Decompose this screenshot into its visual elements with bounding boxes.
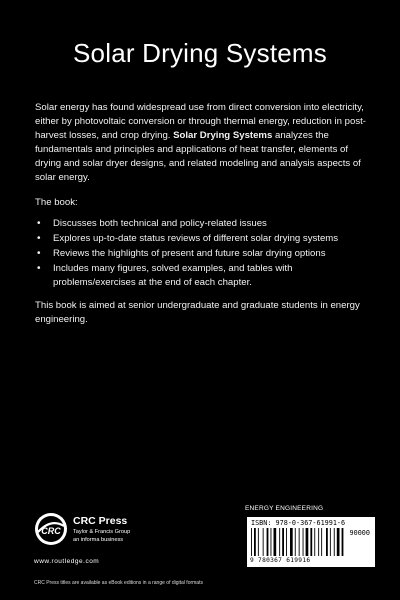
list-item bbox=[35, 232, 371, 246]
barcode-bar bbox=[334, 528, 335, 556]
list-item-text: Discusses both technical and policy-related issues bbox=[53, 218, 267, 229]
barcode-bar bbox=[258, 528, 259, 556]
barcode-bar bbox=[254, 528, 256, 556]
barcode-bar bbox=[310, 528, 312, 556]
crc-press-logo-icon bbox=[34, 512, 68, 546]
barcode-bar bbox=[306, 528, 309, 556]
list-item-text: Explores up-to-date status reviews of different solar drying systems bbox=[53, 233, 339, 244]
price-code: 90000 bbox=[349, 529, 370, 537]
barcode-bar bbox=[303, 528, 304, 556]
barcode bbox=[247, 517, 375, 567]
intro-bold-title: Solar Drying Systems bbox=[173, 130, 273, 141]
barcode-digits: 9 780367 619916 bbox=[250, 557, 311, 564]
intro-paragraph bbox=[35, 101, 371, 185]
publisher-website[interactable]: www.routledge.com bbox=[34, 558, 100, 565]
barcode-bar bbox=[295, 528, 296, 556]
ebook-note: CRC Press titles are available as eBook editions in a range of digital formats bbox=[34, 580, 203, 586]
barcode-bar bbox=[282, 528, 284, 556]
barcode-bar bbox=[314, 528, 315, 556]
barcode-bar bbox=[330, 528, 331, 556]
publisher-tagline: an informa business bbox=[73, 537, 124, 543]
intro-text-2: analyzes the fundamentals and principles and applications of heat transfer, elements of drying and solar dryer designs, and related modeling and analysis aspects of solar energy. bbox=[35, 130, 361, 183]
closing-paragraph: This book is aimed at senior undergraduate and graduate students in energy engineering. bbox=[35, 300, 360, 325]
publisher-name: CRC Press bbox=[73, 515, 128, 527]
bullet-icon: • bbox=[37, 218, 41, 229]
feature-list bbox=[35, 217, 371, 290]
list-item bbox=[35, 247, 371, 261]
logo-text: CRC bbox=[41, 526, 61, 536]
list-item bbox=[35, 262, 371, 290]
barcode-bar bbox=[337, 528, 340, 556]
barcode-bar bbox=[342, 528, 344, 556]
barcode-bar bbox=[321, 528, 322, 556]
barcode-bar bbox=[290, 528, 293, 556]
blurb bbox=[35, 101, 371, 338]
barcode-bar bbox=[299, 528, 300, 556]
barcode-bar bbox=[326, 528, 328, 556]
list-item-text: Reviews the highlights of present and future solar drying options bbox=[53, 248, 326, 259]
bullet-icon: • bbox=[37, 233, 41, 244]
barcode-bar bbox=[267, 528, 269, 556]
publisher-group: Taylor & Francis Group bbox=[73, 529, 131, 535]
list-item bbox=[35, 217, 371, 231]
barcode-bar bbox=[318, 528, 319, 556]
book-title: Solar Drying Systems bbox=[73, 38, 327, 68]
bullet-icon: • bbox=[37, 263, 41, 274]
barcode-bars-icon bbox=[247, 526, 375, 558]
barcode-bar bbox=[274, 528, 277, 556]
barcode-bar bbox=[279, 528, 280, 556]
barcode-bar bbox=[286, 528, 287, 556]
bullet-icon: • bbox=[37, 248, 41, 259]
subject-category: ENERGY ENGINEERING bbox=[245, 505, 324, 512]
barcode-bar bbox=[263, 528, 264, 556]
barcode-bar bbox=[271, 528, 272, 556]
book-label: The book: bbox=[35, 197, 78, 208]
barcode-bar bbox=[251, 528, 252, 556]
list-item-text: Includes many figures, solved examples, and tables with problems/exercises at the end of each chapter. bbox=[53, 263, 293, 288]
intro-text-1: Solar energy has found widespread use from direct conversion into electricity, either by photovoltaic conversion or through thermal energy, reduction in post-harvest losses, and crop drying. bbox=[35, 102, 366, 141]
isbn-number: ISBN: 978-0-367-61991-6 bbox=[251, 519, 346, 527]
